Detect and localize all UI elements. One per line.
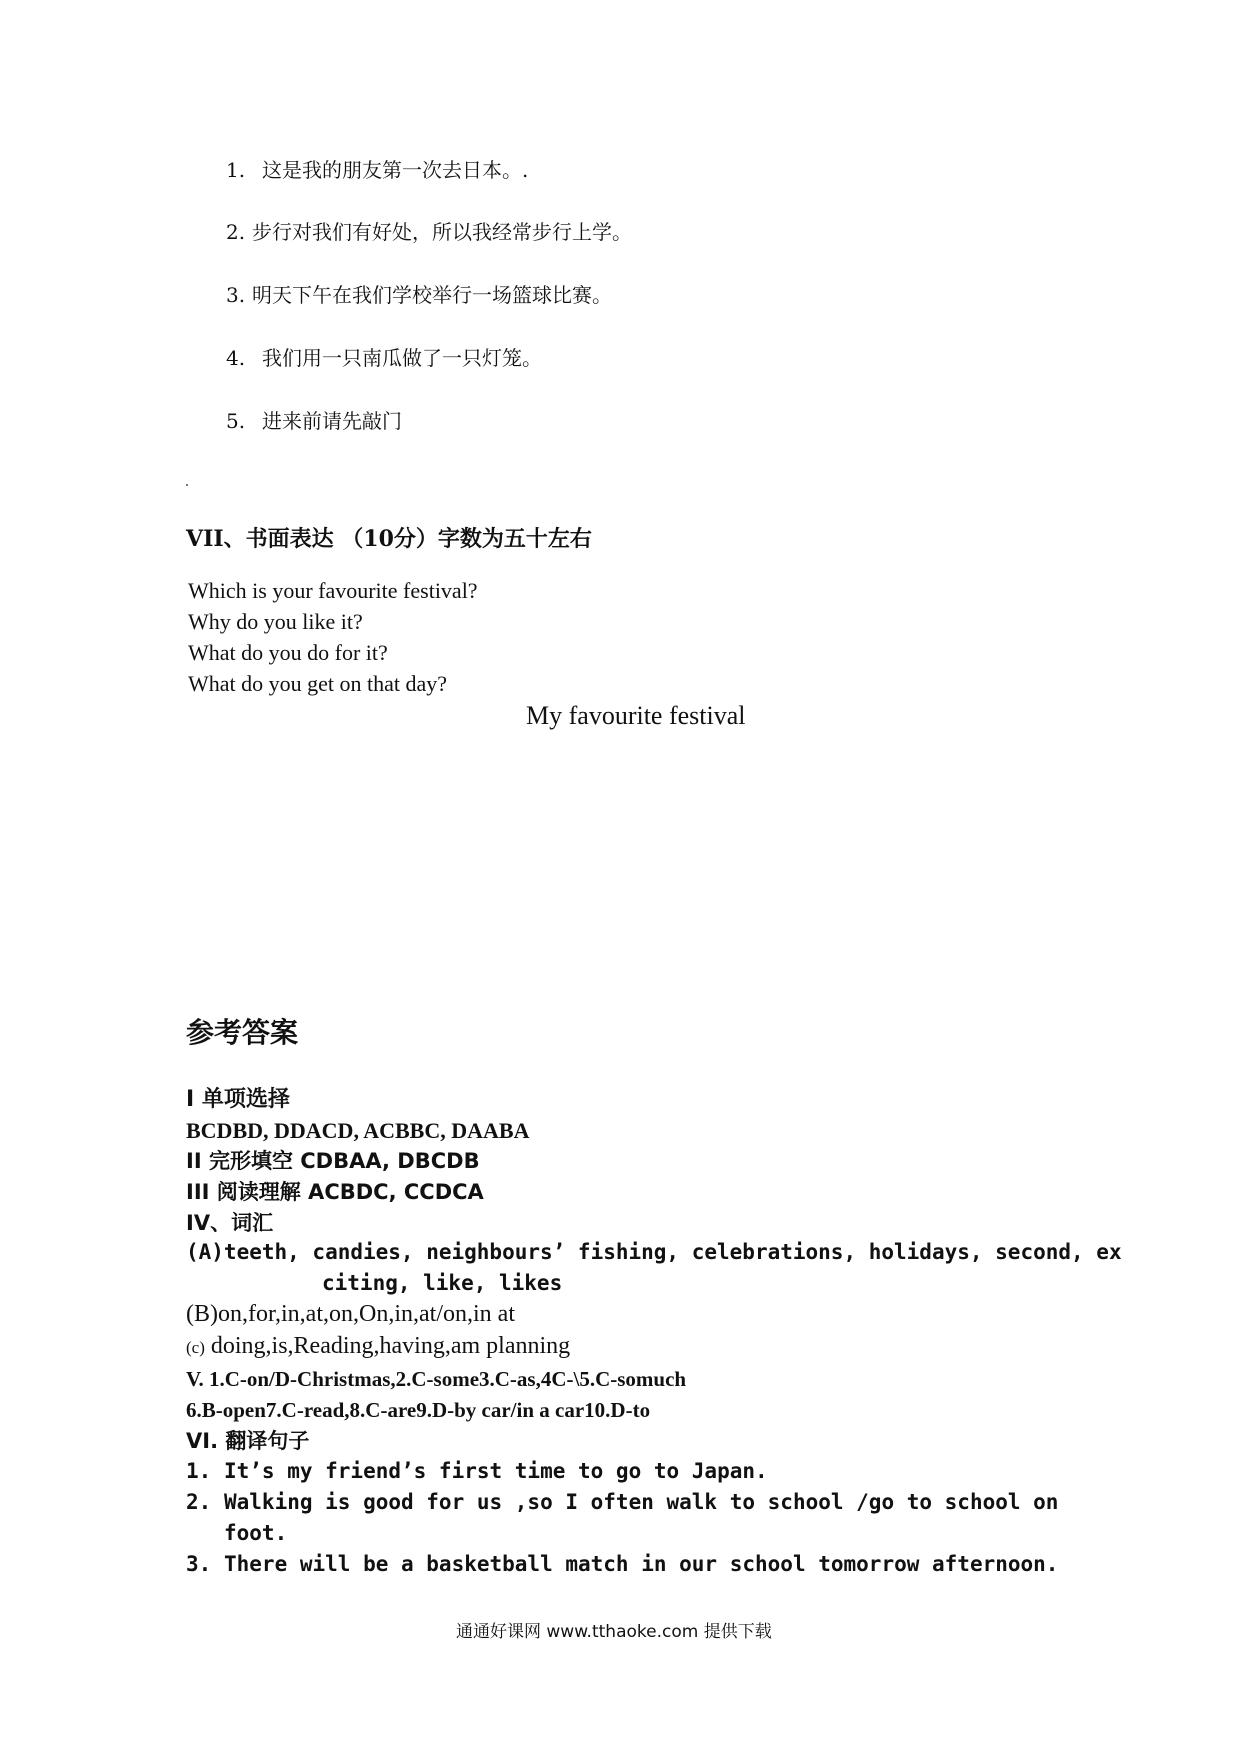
translation-answer-1 [186, 1459, 768, 1483]
prompt-line: Why do you like it? [188, 609, 363, 634]
answer-section-2: II 完形填空 CDBAA, DBCDB [186, 1149, 480, 1173]
answer-number: 2. [186, 1490, 212, 1514]
answer-section-1-title: I 单项选择 [186, 1087, 290, 1112]
answer-section-4b: (B)on,for,in,at,on,On,in,at/on,in at [186, 1301, 515, 1327]
question-1 [226, 154, 528, 183]
answer-section-4-title: IV、词汇 [186, 1211, 274, 1235]
prompt-line: What do you do for it? [188, 640, 388, 665]
page-footer: 通通好课网 www.tthaoke.com 提供下载 [456, 1622, 772, 1642]
answer-number: 3. [186, 1552, 212, 1576]
question-5 [226, 405, 402, 434]
question-2 [226, 216, 632, 245]
answer-section-4c-text: doing,is,Reading,having,am planning [204, 1333, 571, 1359]
answer-section-4a-line1: (A)teeth, candies, neighbours’ fishing, celebrations, holidays, second, ex [186, 1240, 1122, 1264]
translation-answer-2 [186, 1490, 1058, 1514]
essay-title: My favourite festival [526, 701, 746, 730]
question-text: 明天下午在我们学校举行一场篮球比赛。 [252, 283, 612, 307]
writing-prompts [188, 575, 478, 699]
answer-key-heading: 参考答案 [186, 1016, 299, 1049]
scan-speck [186, 484, 188, 486]
writing-section-title: VII、书面表达 （10分）字数为五十左右 [186, 526, 592, 552]
answer-section-5-line2: 6.B-open7.C-read,8.C-are9.D-by car/in a car10.D-to [186, 1398, 651, 1422]
question-text: 进来前请先敲门 [262, 409, 402, 433]
question-text: 这是我的朋友第一次去日本。. [262, 158, 529, 182]
answer-section-4c-label: (c) [186, 1338, 205, 1357]
question-number: 1. [226, 158, 246, 182]
question-number: 2. [226, 220, 246, 244]
translation-answer-3 [186, 1552, 1058, 1576]
translation-answer-2-cont: foot. [224, 1521, 288, 1545]
question-4 [226, 342, 542, 371]
question-number: 3. [226, 283, 246, 307]
answer-number: 1. [186, 1459, 212, 1483]
question-text: 我们用一只南瓜做了一只灯笼。 [262, 346, 542, 370]
prompt-line: What do you get on that day? [188, 671, 448, 696]
question-number: 4. [226, 346, 246, 370]
question-3 [226, 279, 612, 308]
answer-section-4a-line2: citing, like, likes [322, 1271, 563, 1295]
question-text: 步行对我们有好处，所以我经常步行上学。 [252, 220, 632, 244]
answer-section-3: III 阅读理解 ACBDC, CCDCA [186, 1180, 484, 1204]
prompt-line: Which is your favourite festival? [188, 578, 478, 603]
question-number: 5. [226, 409, 246, 433]
answer-text: Walking is good for us ,so I often walk to school /go to school on [224, 1490, 1059, 1514]
answer-section-4c [186, 1333, 570, 1360]
answer-section-5-line1: V. 1.C-on/D-Christmas,2.C-some3.C-as,4C-\5.C-somuch [186, 1367, 687, 1391]
answer-text: It’s my friend’s first time to go to Japan. [224, 1459, 768, 1483]
answer-section-6-title: VI. 翻译句子 [186, 1429, 310, 1453]
answer-text: There will be a basketball match in our school tomorrow afternoon. [224, 1552, 1059, 1576]
answer-section-1-values: BCDBD, DDACD, ACBBC, DAABA [186, 1118, 530, 1143]
